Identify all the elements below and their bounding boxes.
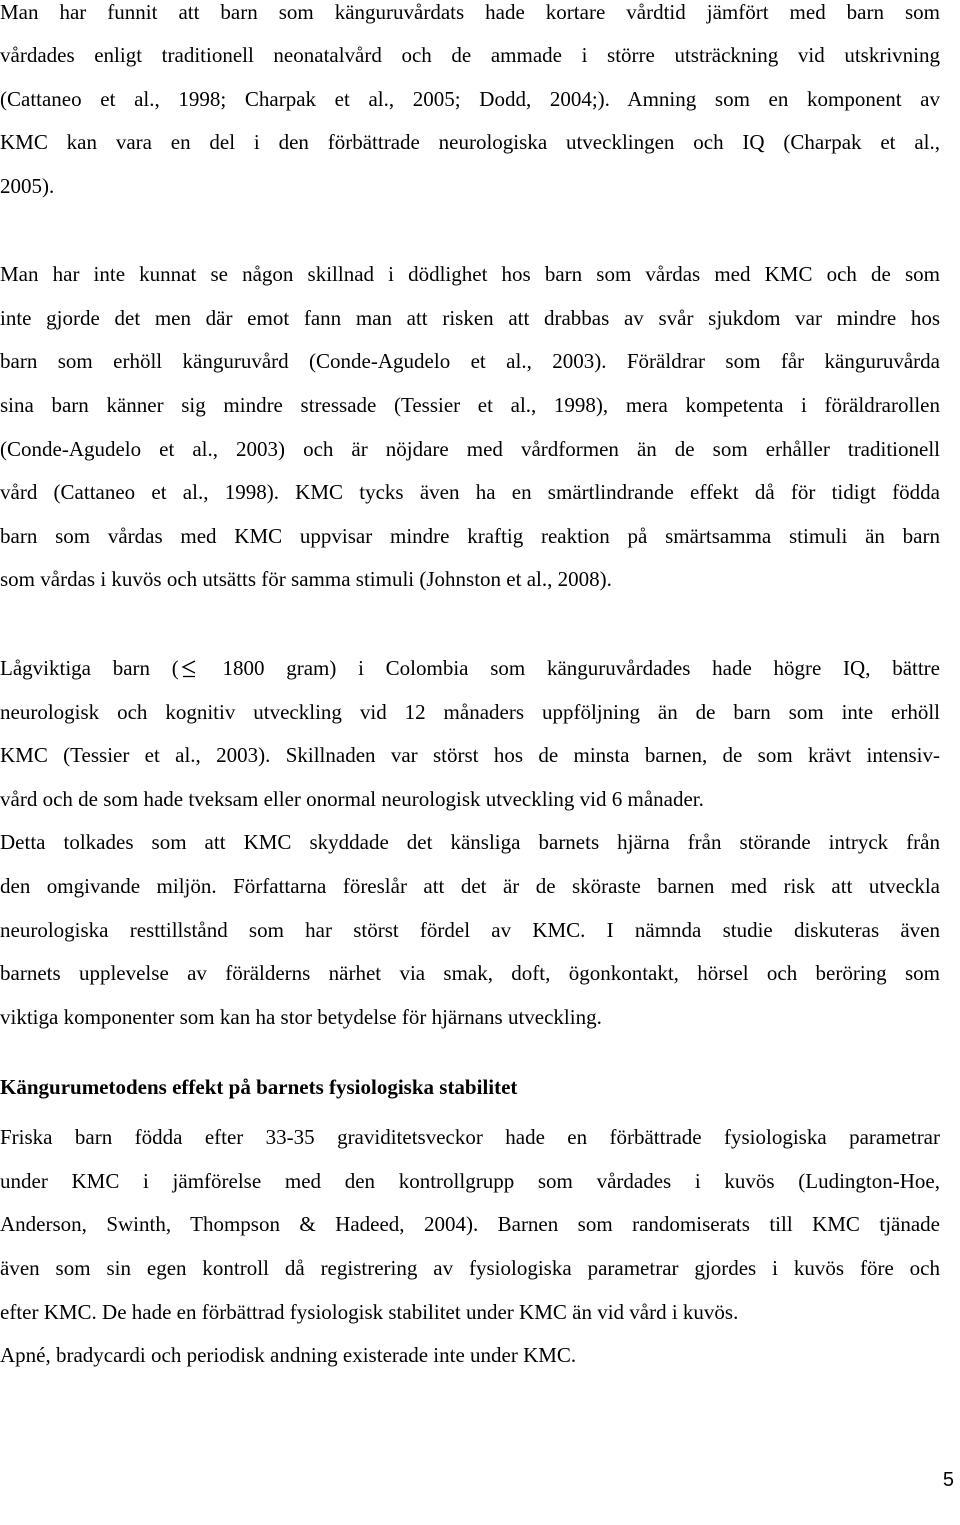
text-line: inte gjorde det men där emot fann man att risken att drabbas av svår sjukdom var mindre hos <box>0 306 940 330</box>
text-line: vårdades enligt traditionell neonatalvård och de ammade i större utsträckning vid utskrivning <box>0 43 940 67</box>
text-line: sina barn känner sig mindre stressade (Tessier et al., 1998), mera kompetenta i föräldrarollen <box>0 393 940 417</box>
text-line: under KMC i jämförelse med den kontrollgrupp som vårdades i kuvös (Ludington-Hoe, <box>0 1169 940 1193</box>
text-line: 2005). <box>0 174 55 198</box>
text-line: även som sin egen kontroll då registrering av fysiologiska parametrar gjordes i kuvös före och <box>0 1256 940 1280</box>
text-segment: Lågviktiga barn ( <box>0 656 179 680</box>
text-line: Man har inte kunnat se någon skillnad i dödlighet hos barn som vårdas med KMC och de som <box>0 262 940 286</box>
text-line: efter KMC. De hade en förbättrad fysiologisk stabilitet under KMC än vid vård i kuvös. <box>0 1300 739 1324</box>
text-line <box>0 656 940 680</box>
text-line: (Conde-Agudelo et al., 2003) och är nöjdare med vårdformen än de som erhåller traditionell <box>0 437 940 461</box>
text-line: barn som erhöll känguruvård (Conde-Agudelo et al., 2003). Föräldrar som får känguruvårda <box>0 349 940 373</box>
text-line: den omgivande miljön. Författarna föreslår att det är de sköraste barnen med risk att utveckla <box>0 874 940 898</box>
text-line: Man har funnit att barn som känguruvårdats hade kortare vårdtid jämfört med barn som <box>0 0 940 24</box>
section-heading: Kängurumetodens effekt på barnets fysiologiska stabilitet <box>0 1075 518 1099</box>
page-number: 5 <box>942 1469 954 1491</box>
text-line: Apné, bradycardi och periodisk andning existerade inte under KMC. <box>0 1343 577 1367</box>
text-line: vård (Cattaneo et al., 1998). KMC tycks även ha en smärtlindrande effekt då för tidigt födda <box>0 480 940 504</box>
text-segment: 1800 gram) i Colombia som känguruvårdades hade högre IQ, bättre <box>200 656 940 680</box>
less-than-or-equal-symbol <box>181 656 197 680</box>
text-line: neurologisk och kognitiv utveckling vid 12 månaders uppföljning än de barn som inte erhöll <box>0 700 940 724</box>
text-line: neurologiska resttillstånd som har störst fördel av KMC. I nämnda studie diskuteras även <box>0 918 940 942</box>
text-line: vård och de som hade tveksam eller onormal neurologisk utveckling vid 6 månader. <box>0 787 704 811</box>
text-line: barn som vårdas med KMC uppvisar mindre kraftig reaktion på smärtsamma stimuli än barn <box>0 524 940 548</box>
text-line: Detta tolkades som att KMC skyddade det känsliga barnets hjärna från störande intryck från <box>0 830 940 854</box>
text-line: viktiga komponenter som kan ha stor betydelse för hjärnans utveckling. <box>0 1005 602 1029</box>
text-line: Friska barn födda efter 33-35 graviditetsveckor hade en förbättrade fysiologiska parametrar <box>0 1125 940 1149</box>
text-line: som vårdas i kuvös och utsätts för samma stimuli (Johnston et al., 2008). <box>0 567 612 591</box>
text-line: KMC kan vara en del i den förbättrade neurologiska utvecklingen och IQ (Charpak et al., <box>0 130 940 154</box>
text-line: KMC (Tessier et al., 2003). Skillnaden var störst hos de minsta barnen, de som krävt intensiv- <box>0 743 940 767</box>
text-line: barnets upplevelse av förälderns närhet via smak, doft, ögonkontakt, hörsel och beröring som <box>0 961 940 985</box>
text-line: Anderson, Swinth, Thompson & Hadeed, 2004). Barnen som randomiserats till KMC tjänade <box>0 1212 940 1236</box>
text-line: (Cattaneo et al., 1998; Charpak et al., 2005; Dodd, 2004;). Amning som en komponent av <box>0 87 940 111</box>
